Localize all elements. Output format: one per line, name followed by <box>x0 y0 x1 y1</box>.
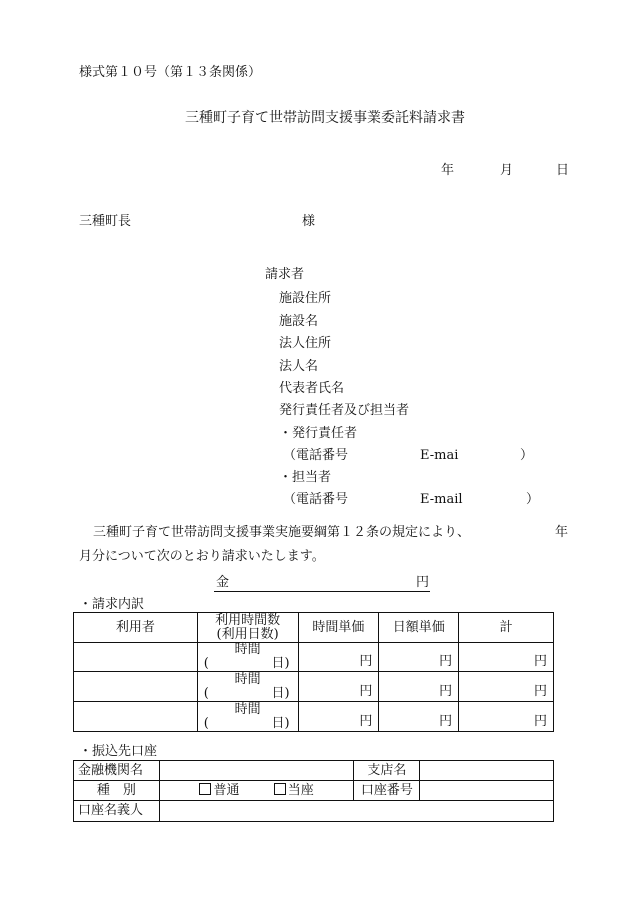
date-day[interactable]: 日 <box>556 163 570 178</box>
hourly-cell[interactable] <box>298 643 379 672</box>
yen-unit: 円 <box>533 654 547 670</box>
yen-unit: 円 <box>533 714 547 730</box>
open-paren: ( <box>203 685 209 701</box>
form-number: 様式第１０号（第１３条関係） <box>79 65 262 80</box>
daily-cell[interactable] <box>379 672 459 702</box>
days-unit: 日) <box>271 656 290 671</box>
table-row <box>74 643 554 672</box>
date-month[interactable]: 月 <box>500 163 514 178</box>
breakdown-label: ・請求内訳 <box>79 597 145 612</box>
total-cell[interactable] <box>459 702 554 732</box>
table-row <box>74 702 554 732</box>
header-user: 利用者 <box>74 613 198 643</box>
user-cell[interactable] <box>74 643 198 672</box>
corp-name-label[interactable]: 法人名 <box>279 359 319 374</box>
days-unit: 日) <box>271 715 290 731</box>
yen-unit: 円 <box>439 714 453 730</box>
institution-label: 金融機関名 <box>74 761 160 781</box>
current-label: 当座 <box>287 783 314 799</box>
ordinary-option[interactable] <box>199 783 239 798</box>
total-cell[interactable] <box>459 643 554 672</box>
corp-address-label[interactable]: 法人住所 <box>279 336 332 351</box>
issuer-contact-label: 発行責任者及び担当者 <box>279 403 410 418</box>
contact-label: ・担当者 <box>279 470 332 485</box>
addressee-honorific: 様 <box>302 214 316 229</box>
document-title: 三種町子育て世帯訪問支援事業委託料請求書 <box>185 110 465 126</box>
hourly-cell[interactable] <box>298 702 379 732</box>
addressee-name: 三種町長 <box>79 214 132 229</box>
type-label: 種 別 <box>74 781 160 801</box>
amount-line[interactable] <box>214 576 430 592</box>
header-hours <box>197 613 298 643</box>
bank-table <box>73 760 554 822</box>
issuer-phone-label[interactable]: （電話番号 <box>283 448 349 463</box>
facility-name-label[interactable]: 施設名 <box>279 314 319 329</box>
current-checkbox-icon[interactable] <box>274 783 286 795</box>
hours-unit: 時間 <box>234 642 261 658</box>
body-year[interactable]: 年 <box>555 525 569 540</box>
user-cell[interactable] <box>74 702 198 732</box>
amount-suffix: 円 <box>416 575 430 590</box>
days-unit: 日) <box>271 685 290 701</box>
account-number-label: 口座番号 <box>354 781 420 801</box>
hours-unit: 時間 <box>234 671 261 687</box>
branch-field[interactable] <box>420 761 554 781</box>
account-holder-label: 口座名義人 <box>74 801 160 822</box>
ordinary-checkbox-icon[interactable] <box>199 783 211 795</box>
total-cell[interactable] <box>459 672 554 702</box>
date-year[interactable]: 年 <box>441 163 455 178</box>
yen-unit: 円 <box>359 684 373 700</box>
body-line-2: 月分について次のとおり請求いたします。 <box>79 549 325 564</box>
facility-address-label[interactable]: 施設住所 <box>279 291 332 306</box>
yen-unit: 円 <box>439 654 453 670</box>
yen-unit: 円 <box>359 714 373 730</box>
daily-cell[interactable] <box>379 643 459 672</box>
hours-unit: 時間 <box>234 701 261 717</box>
type-options <box>159 781 354 801</box>
yen-unit: 円 <box>533 684 547 700</box>
open-paren: ( <box>203 715 209 731</box>
hours-cell[interactable] <box>197 643 298 672</box>
issuer-email-label[interactable]: E-mai <box>420 448 459 463</box>
branch-label: 支店名 <box>354 761 420 781</box>
table-row <box>74 672 554 702</box>
claimant-label: 請求者 <box>265 267 305 282</box>
breakdown-table <box>73 612 554 732</box>
contact-phone-label[interactable]: （電話番号 <box>283 492 349 507</box>
ordinary-label: 普通 <box>213 783 240 799</box>
header-daily: 日額単価 <box>379 613 459 643</box>
contact-email-label[interactable]: E-mail <box>420 492 463 507</box>
hourly-cell[interactable] <box>298 672 379 702</box>
issuer-label: ・発行責任者 <box>279 426 358 441</box>
amount-prefix: 金 <box>216 575 230 590</box>
hours-cell[interactable] <box>197 672 298 702</box>
daily-cell[interactable] <box>379 702 459 732</box>
yen-unit: 円 <box>359 654 373 670</box>
representative-label[interactable]: 代表者氏名 <box>279 381 345 396</box>
body-line-1: 三種町子育て世帯訪問支援事業実施要綱第１２条の規定により、 <box>93 525 471 540</box>
bank-label: ・振込先口座 <box>79 744 158 759</box>
header-hours-line1: 利用時間数 <box>215 612 281 628</box>
header-hours-line2: (利用日数) <box>216 626 279 642</box>
account-holder-field[interactable] <box>159 801 553 822</box>
header-hourly: 時間単価 <box>298 613 379 643</box>
header-total: 計 <box>459 613 554 643</box>
institution-field[interactable] <box>159 761 354 781</box>
user-cell[interactable] <box>74 672 198 702</box>
open-paren: ( <box>203 656 209 671</box>
current-option[interactable] <box>274 783 314 798</box>
account-number-field[interactable] <box>420 781 554 801</box>
hours-cell[interactable] <box>197 702 298 732</box>
yen-unit: 円 <box>439 684 453 700</box>
contact-close-paren: ） <box>526 492 540 507</box>
issuer-close-paren: ） <box>520 448 534 463</box>
